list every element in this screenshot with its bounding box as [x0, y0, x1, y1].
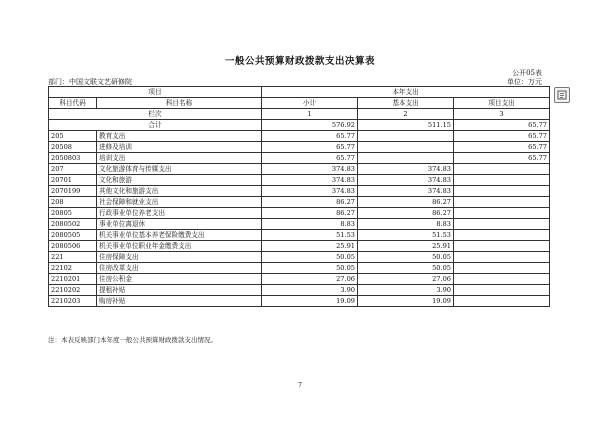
row-subtotal: 50.05 — [262, 252, 358, 263]
row-basic: 25.91 — [358, 241, 454, 252]
table-note: 注：本表反映部门本年度一般公共预算财政拨款支出情况。 — [48, 336, 217, 344]
table-row — [49, 263, 550, 274]
row-project — [454, 219, 550, 230]
row-name: 机关事业单位基本养老保险缴费支出 — [97, 230, 262, 241]
row-project — [454, 197, 550, 208]
column-index-row — [49, 109, 550, 120]
header-subject-code: 科目代码 — [49, 98, 97, 109]
column-index-label: 栏次 — [49, 109, 262, 120]
table-row — [49, 230, 550, 241]
row-project — [454, 186, 550, 197]
row-basic: 374.83 — [358, 186, 454, 197]
row-code: 2210203 — [49, 296, 97, 307]
row-subtotal: 19.09 — [262, 296, 358, 307]
column-index-1: 1 — [262, 109, 358, 120]
row-basic — [358, 153, 454, 164]
row-subtotal: 374.83 — [262, 186, 358, 197]
row-name: 其他文化和旅游支出 — [97, 186, 262, 197]
row-code: 20701 — [49, 175, 97, 186]
row-basic: 19.09 — [358, 296, 454, 307]
row-code: 2080505 — [49, 230, 97, 241]
row-subtotal: 8.83 — [262, 219, 358, 230]
row-code: 2210202 — [49, 285, 97, 296]
row-code: 22102 — [49, 263, 97, 274]
row-subtotal: 50.05 — [262, 263, 358, 274]
table-row — [49, 241, 550, 252]
row-name: 进修及培训 — [97, 142, 262, 153]
column-index-2: 2 — [358, 109, 454, 120]
row-project — [454, 230, 550, 241]
row-name: 文化和旅游 — [97, 175, 262, 186]
reader-mode-icon[interactable] — [554, 87, 570, 103]
table-row — [49, 197, 550, 208]
row-name: 社会保障和就业支出 — [97, 197, 262, 208]
row-basic: 27.06 — [358, 274, 454, 285]
row-subtotal: 374.83 — [262, 175, 358, 186]
row-subtotal: 65.77 — [262, 131, 358, 142]
row-project — [454, 164, 550, 175]
row-name: 住房保障支出 — [97, 252, 262, 263]
header-current-year: 本年支出 — [262, 87, 550, 98]
row-subtotal: 25.91 — [262, 241, 358, 252]
row-name: 培训支出 — [97, 153, 262, 164]
row-project: 65.77 — [454, 131, 550, 142]
table-row — [49, 186, 550, 197]
row-code: 2050803 — [49, 153, 97, 164]
row-basic: 86.27 — [358, 208, 454, 219]
row-name: 购房补贴 — [97, 296, 262, 307]
row-basic: 374.83 — [358, 164, 454, 175]
row-code: 221 — [49, 252, 97, 263]
row-basic: 86.27 — [358, 197, 454, 208]
row-subtotal: 86.27 — [262, 208, 358, 219]
table-row — [49, 208, 550, 219]
table-row — [49, 131, 550, 142]
unit-label: 单位：万元 — [507, 78, 542, 86]
total-row — [49, 120, 550, 131]
row-code: 2070199 — [49, 186, 97, 197]
total-project: 65.77 — [454, 120, 550, 131]
row-name: 提租补贴 — [97, 285, 262, 296]
row-name: 行政事业单位养老支出 — [97, 208, 262, 219]
row-project — [454, 241, 550, 252]
table-row — [49, 219, 550, 230]
row-subtotal: 374.83 — [262, 164, 358, 175]
row-basic — [358, 142, 454, 153]
row-code: 2210201 — [49, 274, 97, 285]
row-name: 住房公积金 — [97, 274, 262, 285]
total-basic: 511.15 — [358, 120, 454, 131]
page-number: 7 — [298, 382, 302, 389]
department-label: 部门：中国文联文艺研修院 — [48, 78, 132, 86]
row-name: 事业单位离退休 — [97, 219, 262, 230]
table-row — [49, 285, 550, 296]
header-row-1 — [49, 87, 550, 98]
row-subtotal: 51.53 — [262, 230, 358, 241]
row-code: 2080502 — [49, 219, 97, 230]
header-project-exp: 项目支出 — [454, 98, 550, 109]
table-row — [49, 142, 550, 153]
row-project — [454, 296, 550, 307]
table-row — [49, 274, 550, 285]
row-basic: 50.05 — [358, 252, 454, 263]
row-project — [454, 285, 550, 296]
row-project — [454, 175, 550, 186]
budget-table — [48, 86, 550, 307]
row-subtotal: 65.77 — [262, 153, 358, 164]
form-number: 公开05表 — [512, 69, 542, 77]
row-name: 住房改革支出 — [97, 263, 262, 274]
row-name: 教育支出 — [97, 131, 262, 142]
page-title: 一般公共预算财政拨款支出决算表 — [224, 56, 375, 67]
row-basic — [358, 131, 454, 142]
row-project — [454, 263, 550, 274]
row-basic: 50.05 — [358, 263, 454, 274]
row-name: 文化旅游体育与传媒支出 — [97, 164, 262, 175]
row-code: 207 — [49, 164, 97, 175]
row-project: 65.77 — [454, 142, 550, 153]
row-project: 65.77 — [454, 153, 550, 164]
column-index-3: 3 — [454, 109, 550, 120]
row-basic: 3.90 — [358, 285, 454, 296]
header-basic: 基本支出 — [358, 98, 454, 109]
row-code: 20805 — [49, 208, 97, 219]
row-subtotal: 27.06 — [262, 274, 358, 285]
header-subject-name: 科目名称 — [97, 98, 262, 109]
row-code: 208 — [49, 197, 97, 208]
row-basic: 374.83 — [358, 175, 454, 186]
table-row — [49, 252, 550, 263]
row-subtotal: 65.77 — [262, 142, 358, 153]
row-project — [454, 208, 550, 219]
row-code: 2080506 — [49, 241, 97, 252]
total-subtotal: 576.92 — [262, 120, 358, 131]
row-basic: 51.53 — [358, 230, 454, 241]
row-project — [454, 252, 550, 263]
row-name: 机关事业单位职业年金缴费支出 — [97, 241, 262, 252]
row-basic: 8.83 — [358, 219, 454, 230]
row-subtotal: 86.27 — [262, 197, 358, 208]
row-project — [454, 274, 550, 285]
header-row-2 — [49, 98, 550, 109]
header-project: 项目 — [49, 87, 262, 98]
row-code: 205 — [49, 131, 97, 142]
table-row — [49, 296, 550, 307]
table-row — [49, 164, 550, 175]
row-code: 20508 — [49, 142, 97, 153]
header-subtotal: 小计 — [262, 98, 358, 109]
row-subtotal: 3.90 — [262, 285, 358, 296]
total-label: 合计 — [49, 120, 262, 131]
table-row — [49, 153, 550, 164]
table-row — [49, 175, 550, 186]
